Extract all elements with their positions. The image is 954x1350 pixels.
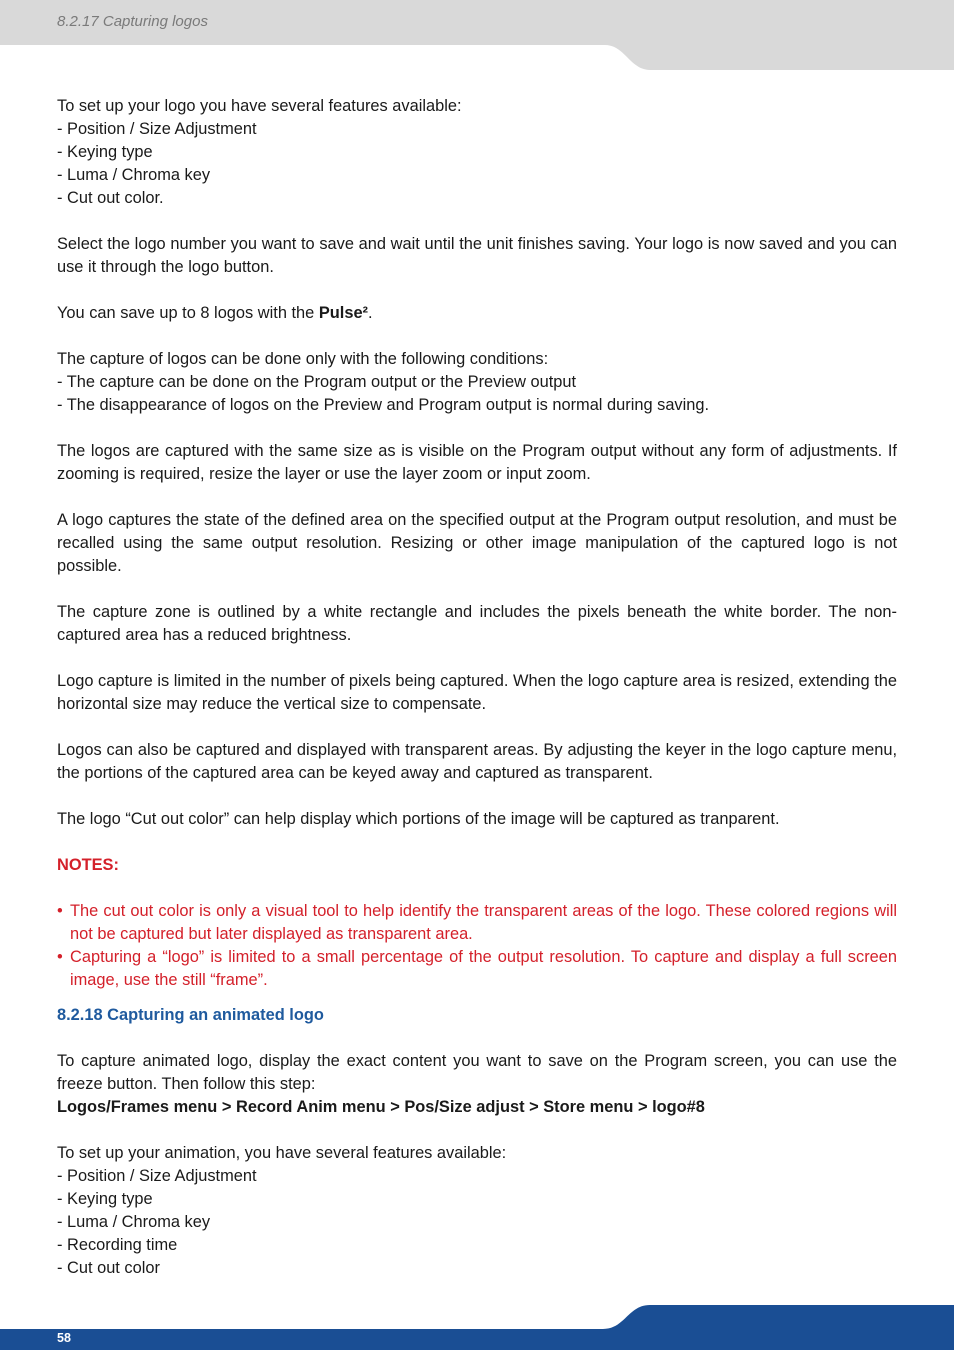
para-limit: Logo capture is limited in the number of pixels being captured. When the logo capture area is resized, extending the horizontal size may reduce the vertical size to compensate. (57, 672, 897, 713)
logos-feature-item: - Keying type (57, 143, 153, 161)
para-save (57, 302, 897, 325)
condition-item: - The capture can be done on the Program output or the Preview output (57, 373, 577, 391)
anim-intro (57, 1050, 897, 1119)
notes-list (57, 900, 897, 992)
logos-feature-item: - Position / Size Adjustment (57, 120, 257, 138)
page-number: 58 (57, 1331, 71, 1345)
menu-path: Logos/Frames menu > Record Anim menu > Pos/Size adjust > Store menu > logo#8 (57, 1098, 705, 1116)
product-name: Pulse² (318, 304, 369, 322)
conditions-lead: The capture of logos can be done only with the following conditions: (57, 350, 549, 368)
logos-intro-lead: To set up your logo you have several features available: (57, 97, 462, 115)
para-save-after: . (368, 304, 373, 322)
notes-block (57, 854, 897, 992)
anim-intro-text: To capture animated logo, display the exact content you want to save on the Program screen, you can use the freeze button. Then follow this step: (57, 1052, 897, 1093)
logos-intro (57, 95, 897, 210)
footer-band (0, 1300, 954, 1350)
notes-title: NOTES: (57, 856, 119, 874)
note-item: • The cut out color is only a visual tool to help identify the transparent areas of the logo. These colored regions will not be captured but later displayed as transparent area. (57, 900, 897, 946)
anim-feature-item: - Recording time (57, 1236, 178, 1254)
para-transparent: Logos can also be captured and displayed with transparent areas. By adjusting the keyer in the logo capture menu, the portions of the captured area can be keyed away and captured as transparent. (57, 741, 897, 782)
para-cutout: The logo “Cut out color” can help display which portions of the image will be captured as tranparent. (57, 810, 780, 828)
para-size: The logos are captured with the same size as is visible on the Program output without any form of adjustments. If zooming is required, resize the layer or use the layer zoom or input zoom. (57, 442, 897, 483)
page-content (57, 95, 897, 1280)
conditions (57, 348, 897, 417)
anim-features-lead: To set up your animation, you have several features available: (57, 1144, 507, 1162)
note-item: • Capturing a “logo” is limited to a small percentage of the output resolution. To capture and display a full screen image, use the still “frame”. (57, 946, 897, 992)
anim-section-title: 8.2.18 Capturing an animated logo (57, 1006, 324, 1024)
condition-item: - The disappearance of logos on the Preview and Program output is normal during saving. (57, 396, 710, 414)
anim-feature-item: - Keying type (57, 1190, 153, 1208)
para-select: Select the logo number you want to save and wait until the unit finishes saving. Your logo is now saved and you can use it through the logo button. (57, 235, 897, 276)
header-band (0, 0, 954, 70)
para-save-before: You can save up to 8 logos with the (57, 304, 319, 322)
header-section-title: 8.2.17 Capturing logos (57, 13, 208, 30)
logos-feature-item: - Cut out color. (57, 189, 164, 207)
anim-feature-item: - Luma / Chroma key (57, 1213, 211, 1231)
para-zone: The capture zone is outlined by a white rectangle and includes the pixels beneath the white border. The non-captured area has a reduced brightness. (57, 603, 897, 644)
logos-feature-item: - Luma / Chroma key (57, 166, 211, 184)
anim-feature-item: - Cut out color (57, 1259, 160, 1277)
para-state: A logo captures the state of the defined area on the specified output at the Program output resolution, and must be recalled using the same output resolution. Resizing or other image manipulation of the captured logo is not possible. (57, 511, 897, 575)
anim-features (57, 1142, 897, 1280)
anim-feature-item: - Position / Size Adjustment (57, 1167, 257, 1185)
